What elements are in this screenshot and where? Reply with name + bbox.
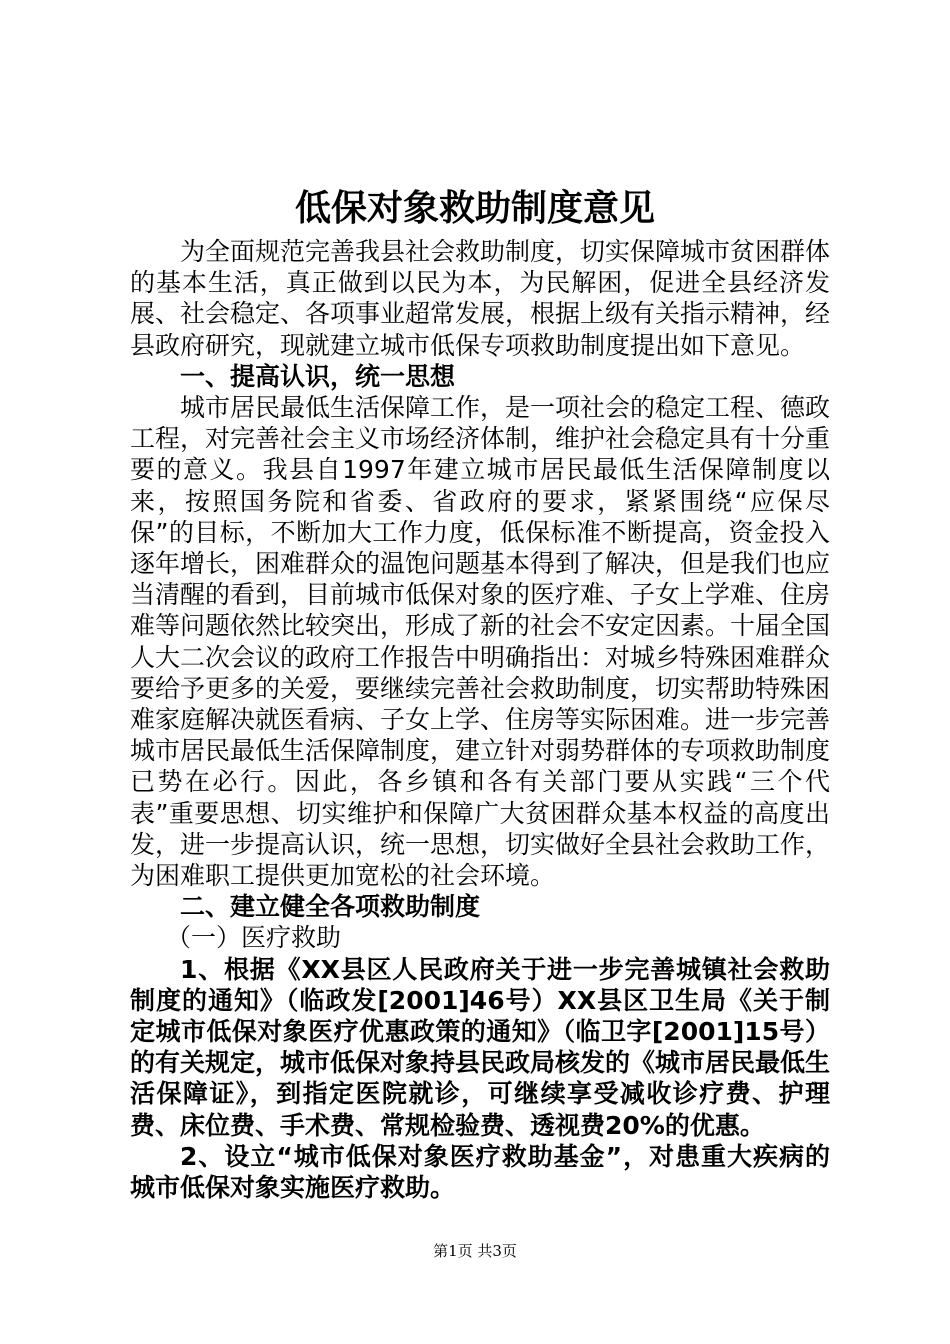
document-body	[130, 236, 830, 1203]
section-1-paragraph: 城市居民最低生活保障工作，是一项社会的稳定工程、德政工程，对完善社会主义市场经济体制，维护社会稳定具有十分重要的意义。我县自1997年建立城市居民最低生活保障制度以来，按照国务院和省委、省政府的要求，紧紧围绕“应保尽保”的目标，不断加大工作力度，低保标准不断提高，资金投入逐年增长，困难群众的温饱问题基本得到了解决，但是我们也应当清醒的看到，目前城市低保对象的医疗难、子女上学难、住房难等问题依然比较突出，形成了新的社会不安定因素。十届全国人大二次会议的政府工作报告中明确指出：对城乡特殊困难群众要给予更多的关爱，要继续完善社会救助制度，切实帮助特殊困难家庭解决就医看病、子女上学、住房等实际困难。进一步完善城市居民最低生活保障制度，建立针对弱势群体的专项救助制度已势在必行。因此，各乡镇和各有关部门要从实践“三个代表”重要思想、切实维护和保障广大贫困群众基本权益的高度出发，进一步提高认识，统一思想，切实做好全县社会救助工作，为困难职工提供更加宽松的社会环境。	[130, 393, 831, 891]
intro-paragraph: 为全面规范完善我县社会救助制度，切实保障城市贫困群体的基本生活，真正做到以民为本，为民解困，促进全县经济发展、社会稳定、各项事业超常发展，根据上级有关指示精神，经县政府研究，现就建立城市低保专项救助制度提出如下意见。	[130, 237, 831, 360]
subsection-heading-medical: （一）医疗救助	[166, 923, 342, 953]
medical-item-2: 2、设立“城市低保对象医疗救助基金”，对患重大疾病的城市低保对象实施医疗救助。	[130, 1141, 830, 1203]
page-footer: 第1页 共3页	[433, 1242, 517, 1260]
document-title: 低保对象救助制度意见	[294, 187, 655, 229]
section-heading-2: 二、建立健全各项救助制度	[180, 892, 481, 922]
section-heading-1: 一、提高认识，统一思想	[180, 361, 456, 391]
medical-item-1: 1、根据《XX县区人民政府关于进一步完善城镇社会救助制度的通知》（临政发[2001]46号）XX县区卫生局《关于制定城市低保对象医疗优惠政策的通知》（临卫字[2001]15号）的有关规定，城市低保对象持县民政局核发的《城市居民最低生活保障证》，到指定医院就诊，可继续享受减收诊疗费、护理费、床位费、手术费、常规检验费、透视费20%的优惠。	[130, 954, 831, 1140]
